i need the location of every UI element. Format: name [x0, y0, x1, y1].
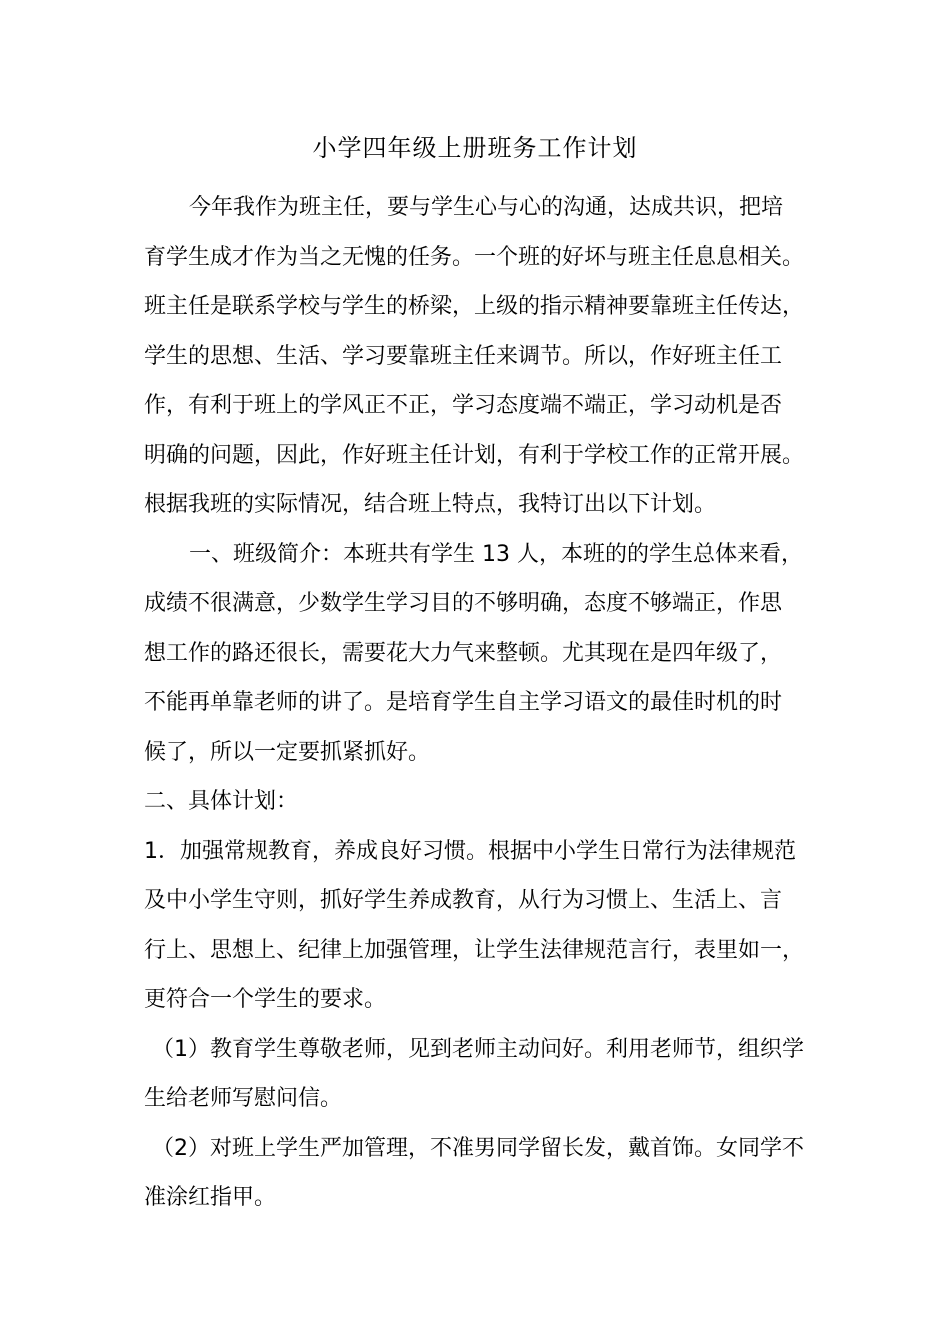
body-line: 生给老师写慰问信。: [144, 1086, 343, 1111]
body-line: 想工作的路还很长，需要花大力气来整顿。尤其现在是四年级了，: [144, 640, 783, 666]
body-line: 一、班级简介：本班共有学生 13 人，本班的的学生总体来看，: [189, 541, 803, 567]
body-line: 明确的问题，因此，作好班主任计划，有利于学校工作的正常开展。: [144, 442, 805, 468]
body-line: （1）教育学生尊敬老师，见到老师主动问好。利用老师节，组织学: [152, 1036, 804, 1062]
body-line: 学生的思想、生活、学习要靠班主任来调节。所以，作好班主任工: [144, 343, 783, 369]
document-body: [144, 183, 808, 1223]
body-line: 成绩不很满意，少数学生学习目的不够明确，态度不够端正，作思: [144, 591, 783, 616]
body-line: 根据我班的实际情况，结合班上特点，我特订出以下计划。: [144, 492, 717, 517]
body-line: 不能再单靠老师的讲了。是培育学生自主学习语文的最佳时机的时: [144, 690, 783, 715]
body-line: （2）对班上学生严加管理，不准男同学留长发，戴首饰。女同学不: [152, 1135, 804, 1161]
body-line: 班主任是联系学校与学生的桥梁，上级的指示精神要靠班主任传达，: [144, 294, 805, 319]
body-line: 更符合一个学生的要求。: [144, 987, 387, 1012]
body-line: 今年我作为班主任，要与学生心与心的沟通，达成共识，把培: [189, 195, 784, 220]
body-line: 二、具体计划：: [144, 789, 299, 814]
body-line: 行上、思想上、纪律上加强管理，让学生法律规范言行，表里如一，: [144, 937, 805, 963]
body-line: 准涂红指甲。: [144, 1185, 277, 1210]
body-line: 作，有利于班上的学风正不正，学习态度端不端正，学习动机是否: [144, 393, 783, 418]
body-line: 育学生成才作为当之无愧的任务。一个班的好坏与班主任息息相关。: [144, 244, 805, 270]
document-title: 小学四年级上册班务工作计划: [312, 134, 638, 162]
body-line: 1．加强常规教育，养成良好习惯。根据中小学生日常行为法律规范: [144, 838, 796, 864]
body-line: 及中小学生守则，抓好学生养成教育，从行为习惯上、生活上、言: [144, 888, 783, 913]
body-line: 候了，所以一定要抓紧抓好。: [144, 739, 431, 765]
